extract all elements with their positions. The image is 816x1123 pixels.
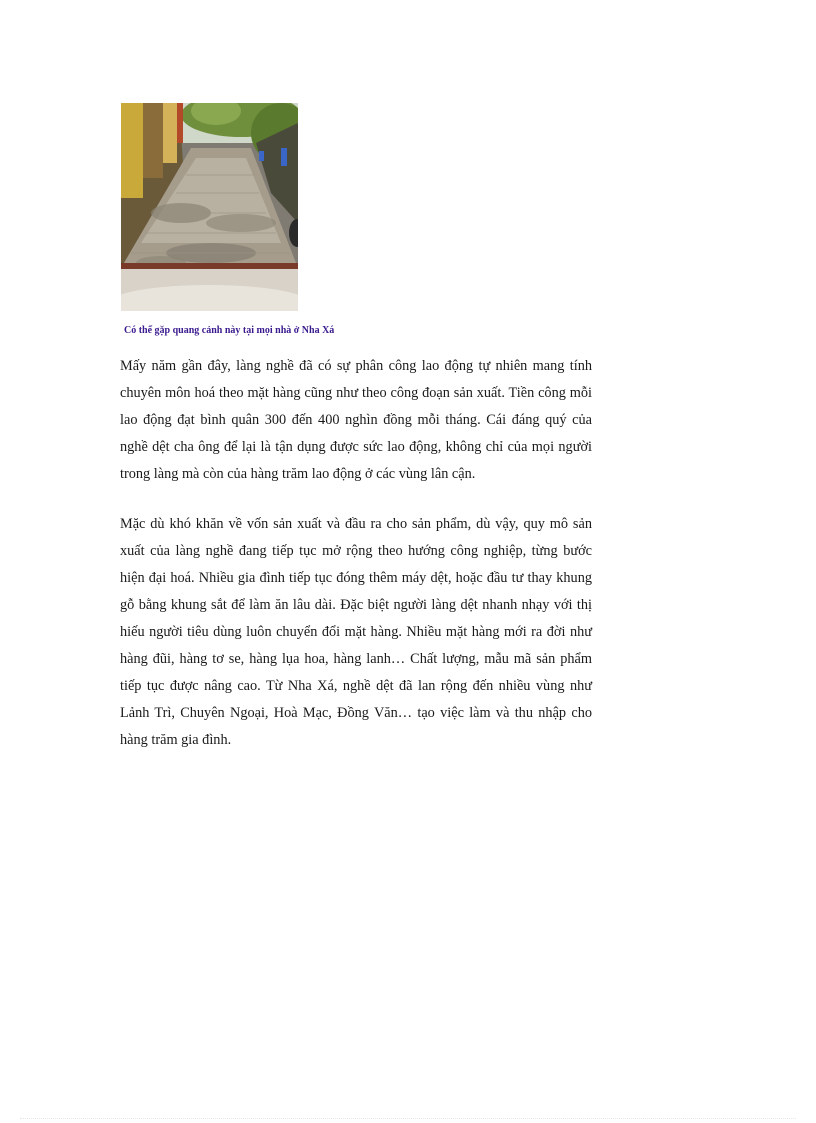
page-bottom-rule: [20, 1118, 796, 1119]
paragraph-2: Mặc dù khó khăn về vốn sản xuất và đầu ra cho sản phẩm, dù vậy, quy mô sản xuất của làng nghề đang tiếp tục mở rộng theo hướng công nghiệp, từng bước hiện đại hoá. Nhiều gia đình tiếp tục đóng thêm máy dệt, hoặc đầu tư thay khung gỗ bằng khung sắt để làm ăn lâu dài. Đặc biệt người làng dệt nhanh nhạy với thị hiếu người tiêu dùng luôn chuyển đổi mặt hàng. Nhiều mặt hàng mới ra đời như hàng đũi, hàng tơ se, hàng lụa hoa, hàng lanh… Chất lượng, mẫu mã sản phẩm tiếp tục được nâng cao. Từ Nha Xá, nghề dệt đã lan rộng đến nhiều vùng như Lảnh Trì, Chuyên Ngoại, Hoà Mạc, Đồng Văn… tạo việc làm và thu nhập cho hàng trăm gia đình.: [120, 516, 592, 748]
photo-caption: Có thể gặp quang cảnh này tại mọi nhà ở Nha Xá: [124, 325, 335, 336]
paragraph-1: Mấy năm gần đây, làng nghề đã có sự phân công lao động tự nhiên mang tính chuyên môn hoá theo mặt hàng cũng như theo công đoạn sản xuất. Tiền công mỗi lao động đạt bình quân 300 đến 400 nghìn đồng mỗi tháng. Cái đáng quý của nghề dệt cha ông để lại là tận dụng được sức lao động, không chỉ của mọi người trong làng mà còn của hàng trăm lao động ở các vùng lân cận.: [120, 358, 592, 482]
street-photo: [121, 103, 298, 311]
